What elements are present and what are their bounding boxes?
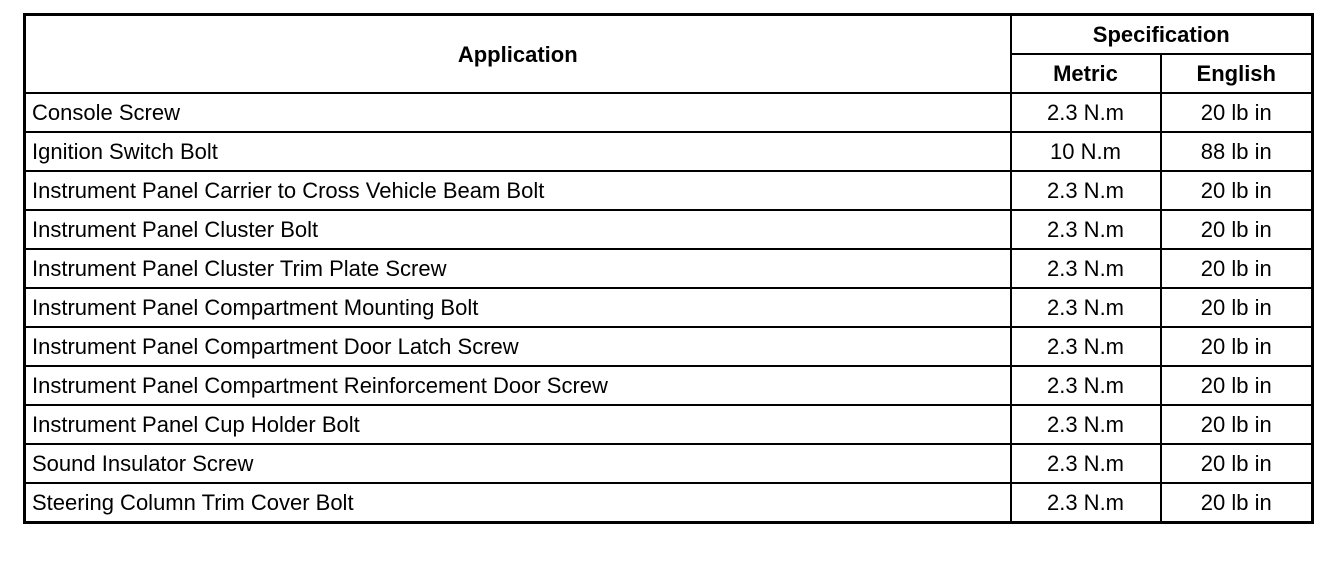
english-cell: 20 lb in [1161, 327, 1313, 366]
metric-cell: 2.3 N.m [1011, 444, 1161, 483]
metric-cell: 2.3 N.m [1011, 366, 1161, 405]
application-cell: Instrument Panel Cup Holder Bolt [25, 405, 1011, 444]
header-english: English [1161, 54, 1313, 93]
metric-cell: 2.3 N.m [1011, 171, 1161, 210]
metric-cell: 2.3 N.m [1011, 93, 1161, 132]
table-row [25, 93, 1313, 132]
application-cell: Instrument Panel Carrier to Cross Vehicle Beam Bolt [25, 171, 1011, 210]
english-cell: 20 lb in [1161, 444, 1313, 483]
english-cell: 20 lb in [1161, 366, 1313, 405]
english-cell: 20 lb in [1161, 288, 1313, 327]
application-cell: Instrument Panel Cluster Trim Plate Screw [25, 249, 1011, 288]
english-cell: 20 lb in [1161, 93, 1313, 132]
application-cell: Console Screw [25, 93, 1011, 132]
english-cell: 20 lb in [1161, 249, 1313, 288]
header-metric: Metric [1011, 54, 1161, 93]
metric-cell: 2.3 N.m [1011, 405, 1161, 444]
application-cell: Instrument Panel Compartment Door Latch Screw [25, 327, 1011, 366]
table-body [25, 93, 1313, 523]
english-cell: 88 lb in [1161, 132, 1313, 171]
english-cell: 20 lb in [1161, 210, 1313, 249]
application-cell: Instrument Panel Compartment Reinforcement Door Screw [25, 366, 1011, 405]
application-cell: Ignition Switch Bolt [25, 132, 1011, 171]
table-row [25, 249, 1313, 288]
table-row [25, 132, 1313, 171]
table-header [25, 15, 1313, 94]
header-application: Application [25, 15, 1011, 94]
application-cell: Steering Column Trim Cover Bolt [25, 483, 1011, 523]
header-row-top [25, 15, 1313, 55]
application-cell: Sound Insulator Screw [25, 444, 1011, 483]
metric-cell: 2.3 N.m [1011, 483, 1161, 523]
fastener-specification-table [23, 13, 1314, 524]
metric-cell: 10 N.m [1011, 132, 1161, 171]
english-cell: 20 lb in [1161, 483, 1313, 523]
table-row [25, 444, 1313, 483]
english-cell: 20 lb in [1161, 171, 1313, 210]
header-specification: Specification [1011, 15, 1313, 55]
table-row [25, 210, 1313, 249]
metric-cell: 2.3 N.m [1011, 249, 1161, 288]
metric-cell: 2.3 N.m [1011, 327, 1161, 366]
application-cell: Instrument Panel Cluster Bolt [25, 210, 1011, 249]
table-row [25, 327, 1313, 366]
application-cell: Instrument Panel Compartment Mounting Bolt [25, 288, 1011, 327]
table-row [25, 483, 1313, 523]
table-row [25, 288, 1313, 327]
metric-cell: 2.3 N.m [1011, 210, 1161, 249]
table-row [25, 366, 1313, 405]
table-row [25, 405, 1313, 444]
metric-cell: 2.3 N.m [1011, 288, 1161, 327]
english-cell: 20 lb in [1161, 405, 1313, 444]
table-row [25, 171, 1313, 210]
